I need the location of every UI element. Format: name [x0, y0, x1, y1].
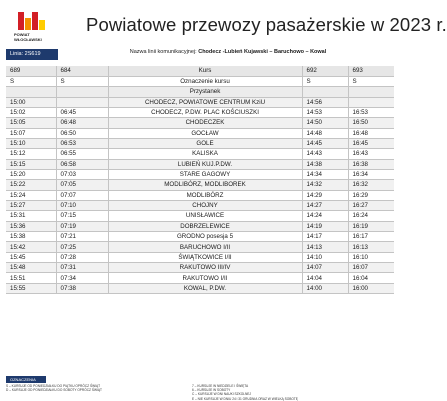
time-course-684: 07:31 — [56, 263, 108, 273]
table-row — [6, 138, 394, 148]
time-course-692: 14:10 — [302, 252, 348, 262]
county-logo-text: POWIAT WŁOCŁAWSKI — [14, 32, 42, 42]
time-course-684: 06:50 — [56, 128, 108, 138]
time-course-684: 06:58 — [56, 159, 108, 169]
time-course-692: 14:50 — [302, 118, 348, 128]
legend-left — [6, 384, 102, 392]
time-course-692: 14:53 — [302, 107, 348, 117]
time-course-684 — [56, 97, 108, 107]
table-row — [6, 242, 394, 252]
stop-name: MODLIBÓRZ — [108, 190, 302, 200]
time-course-684: 06:55 — [56, 149, 108, 159]
line-info — [6, 48, 394, 57]
time-course-684: 06:53 — [56, 138, 108, 148]
time-course-693: 16:04 — [348, 273, 394, 283]
time-course-693: 16:27 — [348, 200, 394, 210]
timetable — [6, 66, 394, 294]
time-course-692: 14:19 — [302, 221, 348, 231]
time-course-693: 16:53 — [348, 107, 394, 117]
stop-name: GOLE — [108, 138, 302, 148]
time-course-692: 14:17 — [302, 232, 348, 242]
time-course-684: 07:19 — [56, 221, 108, 231]
table-row — [6, 263, 394, 273]
stop-name: CHODECZ, P.DW. PLAC KOŚCIUSZKI — [108, 107, 302, 117]
time-course-689: 15:22 — [6, 180, 56, 190]
time-course-689: 15:31 — [6, 211, 56, 221]
time-course-692: 14:00 — [302, 283, 348, 293]
stop-name: ŚWIĄTKOWICE I/II — [108, 252, 302, 262]
time-course-689: 15:27 — [6, 200, 56, 210]
time-course-693: 16:17 — [348, 232, 394, 242]
time-course-689: 15:36 — [6, 221, 56, 231]
table-row — [6, 107, 394, 117]
time-course-692: 14:48 — [302, 128, 348, 138]
time-course-689: 15:55 — [6, 283, 56, 293]
time-course-693: 16:29 — [348, 190, 394, 200]
time-course-693: 16:50 — [348, 118, 394, 128]
stop-name: GOCŁAW — [108, 128, 302, 138]
legend-item: D – KURSUJE OD PONIEDZIAŁKU DO SOBOTY OPRÓCZ ŚWIĄT — [6, 388, 102, 393]
time-course-689: 15:48 — [6, 263, 56, 273]
time-course-693: 16:24 — [348, 211, 394, 221]
time-course-693 — [348, 97, 394, 107]
time-course-689: 15:10 — [6, 138, 56, 148]
time-course-684: 07:38 — [56, 283, 108, 293]
time-course-692: 14:07 — [302, 263, 348, 273]
stop-header: Przystanek — [108, 87, 302, 97]
time-course-692: 14:38 — [302, 159, 348, 169]
route-label: Nazwa linii komunikacyjnej: — [129, 49, 197, 55]
time-course-689: 15:12 — [6, 149, 56, 159]
stop-header-row — [6, 87, 394, 97]
time-course-684: 07:34 — [56, 273, 108, 283]
stop-name: DOBRZELEWICE — [108, 221, 302, 231]
legend-right — [192, 384, 298, 401]
time-course-693: 16:00 — [348, 283, 394, 293]
time-course-684: 07:07 — [56, 190, 108, 200]
time-course-693: 16:32 — [348, 180, 394, 190]
table-row — [6, 273, 394, 283]
time-course-693: 16:48 — [348, 128, 394, 138]
table-row — [6, 200, 394, 210]
time-course-689: 15:20 — [6, 169, 56, 179]
designation-row — [6, 76, 394, 86]
line-number-badge: Linia: 2S619 — [6, 49, 58, 60]
table-row — [6, 283, 394, 293]
time-course-693: 16:10 — [348, 252, 394, 262]
time-course-689: 15:00 — [6, 97, 56, 107]
time-course-693: 16:34 — [348, 169, 394, 179]
time-course-689: 15:02 — [6, 107, 56, 117]
table-row — [6, 232, 394, 242]
time-course-692: 14:27 — [302, 200, 348, 210]
legend-item: 7 – KURSUJE W NIEDZIELE I ŚWIĘTA — [192, 384, 249, 388]
course-number-684: 684 — [56, 66, 108, 76]
stop-name: CHODECZ, POWIATOWE CENTRUM KziU — [108, 97, 302, 107]
time-course-684: 07:03 — [56, 169, 108, 179]
table-row — [6, 211, 394, 221]
time-course-689: 15:15 — [6, 159, 56, 169]
time-course-692: 14:24 — [302, 211, 348, 221]
time-course-684: 07:21 — [56, 232, 108, 242]
time-course-692: 14:56 — [302, 97, 348, 107]
legend-item: 6 – KURSUJE W SOBOTY — [192, 388, 231, 393]
stop-name: STARE GAGOWY — [108, 169, 302, 179]
stop-name: UNISŁAWICE — [108, 211, 302, 221]
county-logo-mark — [18, 8, 44, 30]
legend — [6, 376, 394, 401]
time-course-684: 06:45 — [56, 107, 108, 117]
page-title: Powiatowe przewozy pasażerskie w 2023 r. — [86, 14, 447, 35]
route-value: Chodecz -Lubień Kujawski – Baruchowo – Kowal — [198, 49, 327, 55]
time-course-684: 06:48 — [56, 118, 108, 128]
time-course-689: 15:05 — [6, 118, 56, 128]
stop-name: CHOJNY — [108, 200, 302, 210]
course-number-row — [6, 66, 394, 76]
course-header: Kurs — [108, 66, 302, 76]
legend-item: S – KURSUJE OD PONIEDZIAŁKU DO PIĄTKU OPRÓCZ ŚWIĄT — [6, 384, 101, 388]
time-course-689: 15:07 — [6, 128, 56, 138]
route-name — [62, 48, 394, 56]
course-number-693: 693 — [348, 66, 394, 76]
table-row — [6, 180, 394, 190]
designation-692: S — [302, 76, 348, 86]
stop-name: GRODNO posesja 5 — [108, 232, 302, 242]
stop-name: KALISKA — [108, 149, 302, 159]
time-course-689: 15:45 — [6, 252, 56, 262]
course-number-692: 692 — [302, 66, 348, 76]
time-course-692: 14:04 — [302, 273, 348, 283]
time-course-689: 15:24 — [6, 190, 56, 200]
time-course-689: 15:38 — [6, 232, 56, 242]
designation-689: S — [6, 76, 56, 86]
stop-name: CHODECZEK — [108, 118, 302, 128]
stop-name: RAKUTOWO I/II — [108, 273, 302, 283]
stop-name: KOWAL, P.DW. — [108, 283, 302, 293]
time-course-692: 14:32 — [302, 180, 348, 190]
table-row — [6, 169, 394, 179]
stop-name: RAKUTOWO III/IV — [108, 263, 302, 273]
time-course-692: 14:13 — [302, 242, 348, 252]
time-course-684: 07:15 — [56, 211, 108, 221]
time-course-693: 16:38 — [348, 159, 394, 169]
legend-badge: OZNACZENIA — [6, 376, 46, 383]
table-row — [6, 128, 394, 138]
time-course-693: 16:45 — [348, 138, 394, 148]
table-row — [6, 221, 394, 231]
time-course-692: 14:34 — [302, 169, 348, 179]
table-row — [6, 149, 394, 159]
table-row — [6, 190, 394, 200]
time-course-684: 07:05 — [56, 180, 108, 190]
stop-name: LUBIEŃ KUJ.P.DW. — [108, 159, 302, 169]
time-course-684: 07:25 — [56, 242, 108, 252]
time-course-693: 16:43 — [348, 149, 394, 159]
time-course-684: 07:28 — [56, 252, 108, 262]
designation-684: S — [56, 76, 108, 86]
time-course-693: 16:19 — [348, 221, 394, 231]
county-logo — [8, 6, 58, 50]
legend-item: C – KURSUJE W DNI NAUKI SZKOLNEJ — [192, 392, 251, 397]
stop-name: MODLIBÓRZ, MODLIBOREK — [108, 180, 302, 190]
legend-item: E – NIE KURSUJE W DNIU 24 i 31 GRUDNIA ORAZ W WIELKĄ SOBOTĘ — [192, 396, 298, 401]
designation-header: Oznaczenie kursu — [108, 76, 302, 86]
time-course-693: 16:13 — [348, 242, 394, 252]
course-number-689: 689 — [6, 66, 56, 76]
time-course-689: 15:42 — [6, 242, 56, 252]
time-course-692: 14:29 — [302, 190, 348, 200]
stop-name: BARUCHOWO I/II — [108, 242, 302, 252]
designation-693: S — [348, 76, 394, 86]
table-row — [6, 97, 394, 107]
time-course-693: 16:07 — [348, 263, 394, 273]
table-row — [6, 118, 394, 128]
time-course-692: 14:43 — [302, 149, 348, 159]
time-course-692: 14:45 — [302, 138, 348, 148]
time-course-689: 15:51 — [6, 273, 56, 283]
table-row — [6, 159, 394, 169]
table-row — [6, 252, 394, 262]
time-course-684: 07:10 — [56, 200, 108, 210]
